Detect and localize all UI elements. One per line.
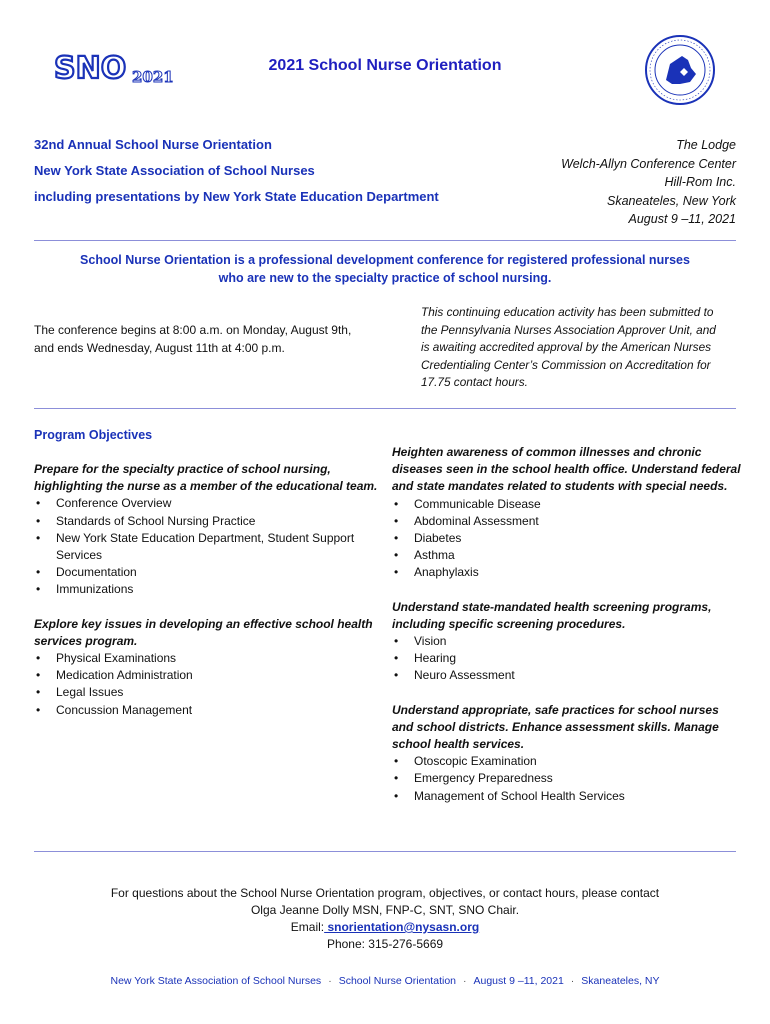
- objectives-left-column: [34, 461, 379, 736]
- divider: [34, 408, 736, 409]
- intro-line-1: School Nurse Orientation is a professional development conference for registered professional nurses: [80, 253, 690, 267]
- objectives-heading: Program Objectives: [34, 428, 153, 442]
- footer-separator: ·: [570, 975, 575, 987]
- objective: [392, 599, 742, 685]
- objective-list: [392, 633, 742, 685]
- intro-statement: [34, 251, 736, 287]
- email-link[interactable]: snorientation@nysasn.org: [324, 920, 480, 934]
- email-label: Email:: [290, 920, 325, 934]
- list-item: • Vision: [392, 633, 742, 650]
- venue-line-1: The Lodge: [676, 138, 736, 152]
- list-item: • Hearing: [392, 650, 742, 667]
- objective: [392, 444, 742, 582]
- accreditation-note: [421, 304, 739, 392]
- footer-item: Skaneateles, NY: [581, 975, 660, 987]
- list-item: • Communicable Disease: [392, 496, 742, 513]
- logo-year: 2021: [132, 68, 174, 86]
- footer-separator: ·: [328, 975, 332, 987]
- contact-block: [0, 885, 770, 953]
- list-item: • Abdominal Assessment: [392, 513, 742, 530]
- page-title: 2021 School Nurse Orientation: [268, 57, 502, 74]
- list-item: • Concussion Management: [34, 702, 379, 719]
- org-line-3: including presentations by New York State Education Department: [34, 189, 439, 204]
- list-item: • New York State Education Department, Student Support Services: [34, 530, 379, 564]
- contact-line-2: Olga Jeanne Dolly MSN, FNP-C, SNT, SNO Chair.: [250, 903, 520, 917]
- objective-title: Understand state-mandated health screening programs, including specific screening procedures.: [392, 599, 712, 631]
- list-item: • Diabetes: [392, 530, 742, 547]
- list-item: • Standards of School Nursing Practice: [34, 513, 379, 530]
- logo-text: SNO: [54, 52, 127, 86]
- objective-title: Prepare for the specialty practice of school nursing, highlighting the nurse as a member of the educational team.: [34, 462, 378, 494]
- credit-line-1: This continuing education activity has been submitted to: [421, 305, 714, 319]
- list-item: • Neuro Assessment: [392, 667, 742, 684]
- objective-list: [34, 495, 379, 598]
- list-item: • Asthma: [392, 547, 742, 564]
- contact-line-1: For questions about the School Nurse Orientation program, objectives, or contact hours, please contact: [110, 886, 660, 900]
- list-item: • Immunizations: [34, 581, 379, 598]
- org-line-2: New York State Association of School Nurses: [34, 163, 315, 178]
- page-footer: [0, 975, 770, 987]
- venue-line-4: Skaneateles, New York: [606, 193, 736, 208]
- list-item: • Conference Overview: [34, 495, 379, 512]
- credit-line-4: Credentialing Center’s Commission on Accreditation for: [421, 357, 711, 372]
- objective-title: Heighten awareness of common illnesses and chronic diseases seen in the school health office. Understand federal and state mandates related to students with special needs.: [392, 445, 741, 494]
- list-item: • Management of School Health Services: [392, 788, 742, 805]
- intro-line-2: who are new to the specialty practice of school nursing.: [218, 271, 552, 285]
- list-item: • Anaphylaxis: [392, 564, 742, 581]
- divider: [34, 240, 736, 241]
- contact-email-line: [0, 919, 770, 936]
- dates-line-2: and ends Wednesday, August 11th at 4:00 p.m.: [34, 341, 285, 355]
- list-item: • Documentation: [34, 564, 379, 581]
- footer-item: School Nurse Orientation: [338, 975, 456, 987]
- credit-line-2: the Pennsylvania Nurses Association Approver Unit, and: [421, 322, 716, 337]
- objective-title: Understand appropriate, safe practices for school nurses and school districts. Enhance assessment skills. Manage school health services.: [392, 702, 719, 752]
- objective: [34, 461, 379, 599]
- list-item: • Physical Examinations: [34, 650, 379, 667]
- list-item: • Otoscopic Examination: [392, 753, 742, 770]
- list-item: • Legal Issues: [34, 684, 379, 701]
- conference-dates: [34, 321, 394, 357]
- footer-item: August 9 –11, 2021: [473, 975, 564, 987]
- organization-block: [34, 136, 439, 214]
- venue-line-5: August 9 –11, 2021: [628, 212, 736, 226]
- credit-line-3: is awaiting accredited approval by the American Nurses: [421, 340, 712, 354]
- venue-line-2: Welch-Allyn Conference Center: [561, 156, 736, 171]
- venue-block: [561, 136, 736, 229]
- objective-title: Explore key issues in developing an effective school health services program.: [34, 616, 373, 648]
- objective: [34, 616, 379, 719]
- objective: [392, 702, 742, 805]
- footer-separator: ·: [463, 975, 467, 987]
- objective-list: [392, 496, 742, 582]
- list-item: • Emergency Preparedness: [392, 770, 742, 787]
- contact-phone: Phone: 315-276-5669: [326, 937, 444, 951]
- list-item: • Medication Administration: [34, 667, 379, 684]
- org-line-1: 32nd Annual School Nurse Orientation: [34, 137, 272, 152]
- objective-list: [34, 650, 379, 719]
- objective-list: [392, 753, 742, 805]
- venue-line-3: Hill-Rom Inc.: [664, 175, 736, 189]
- divider: [34, 851, 736, 852]
- footer-item: New York State Association of School Nurses: [110, 975, 322, 987]
- credit-line-5: 17.75 contact hours.: [421, 375, 528, 389]
- dates-line-1: The conference begins at 8:00 a.m. on Monday, August 9th,: [34, 323, 352, 337]
- association-seal-icon: [644, 34, 716, 106]
- objectives-right-column: [392, 444, 742, 822]
